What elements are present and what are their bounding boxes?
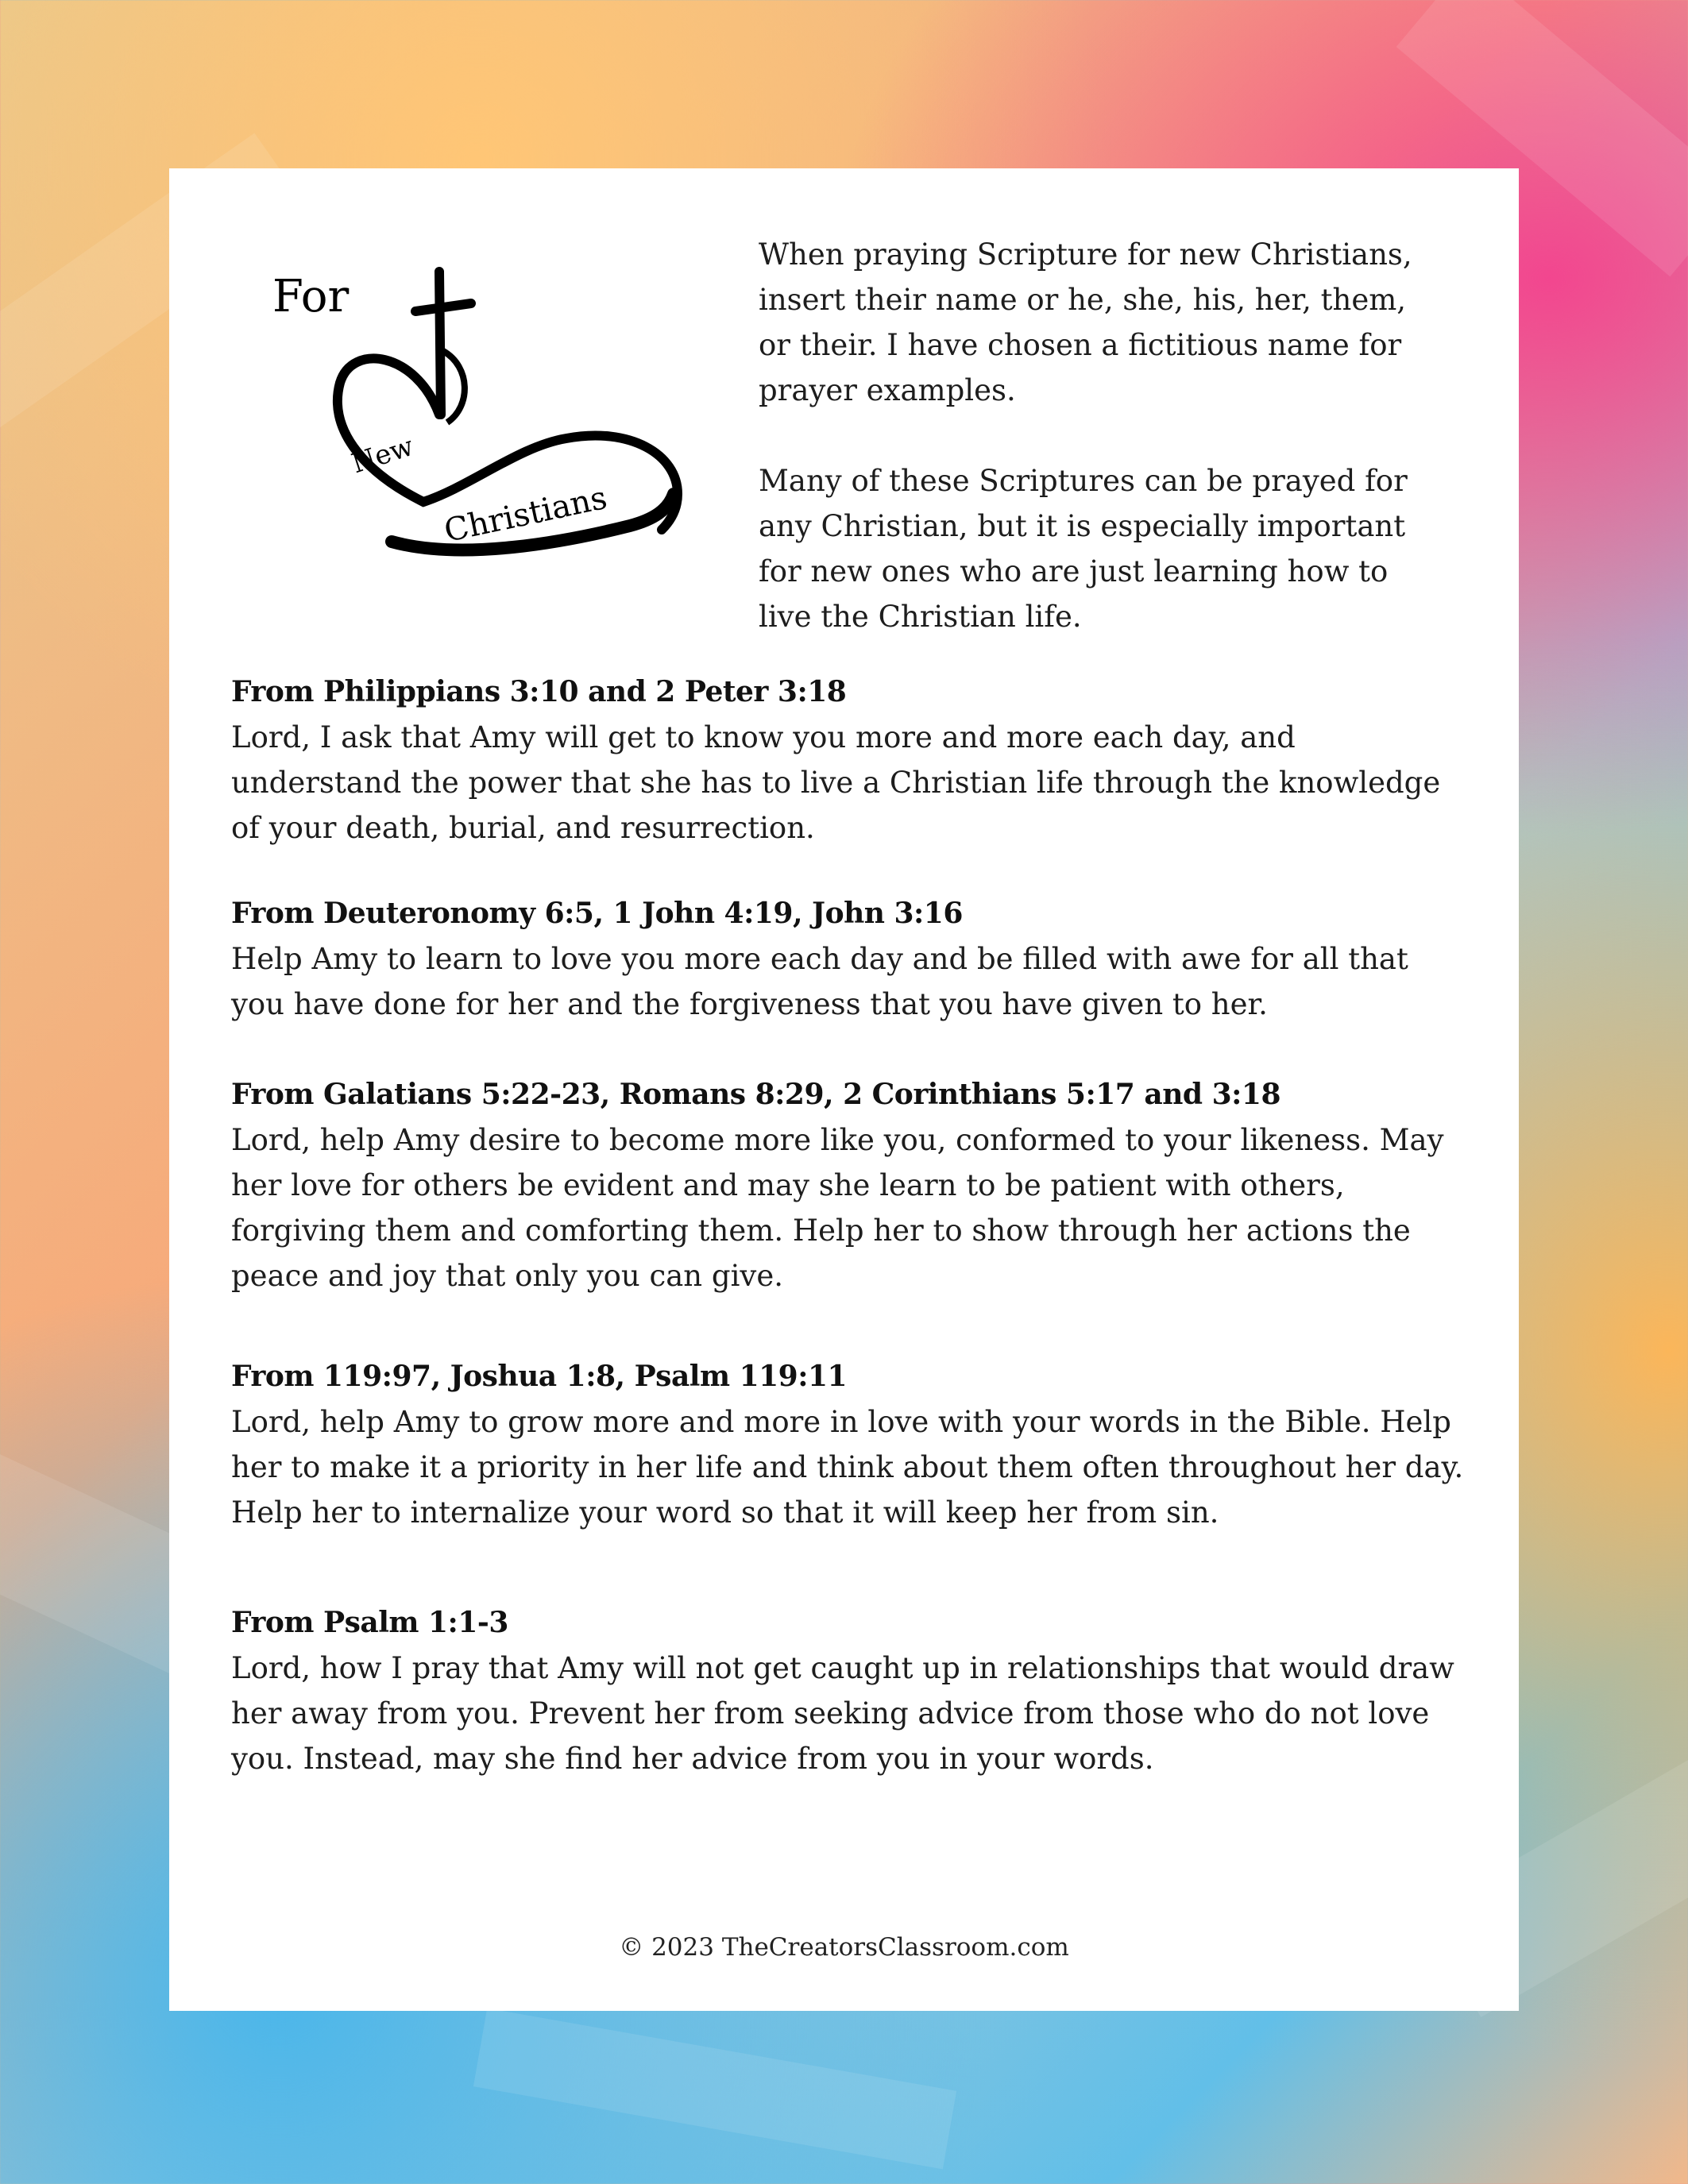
logo-word-new: New (347, 430, 418, 480)
section-body: Lord, help Amy to grow more and more in love with your words in the Bible. Help her to make it a priority in her life and think about them often throughout her day. Help her to internalize your word so that it will keep her from sin. (231, 1405, 1464, 1530)
section-body: Help Amy to learn to love you more each day and be filled with awe for all that you have done for her and the forgiveness that you have given to her. (231, 942, 1408, 1021)
prayer-section (231, 1600, 1470, 1781)
document-page (169, 168, 1519, 2011)
for-new-christians-logo (233, 256, 693, 589)
prayer-section (231, 891, 1470, 1027)
logo-word-for: For (272, 271, 350, 322)
prayer-section (231, 1354, 1470, 1535)
section-heading: From Galatians 5:22-23, Romans 8:29, 2 Corinthians 5:17 and 3:18 (231, 1078, 1281, 1111)
prayer-section (231, 669, 1470, 851)
prayer-section (231, 1072, 1470, 1298)
background-facet (473, 2008, 956, 2170)
section-heading: From 119:97, Joshua 1:8, Psalm 119:11 (231, 1360, 848, 1393)
copyright-footer: © 2023 TheCreatorsClassroom.com (619, 1933, 1069, 1962)
section-body: Lord, I ask that Amy will get to know you more and more each day, and understand the power that she has to live a Christian life through the knowledge of your death, burial, and resurrection. (231, 720, 1441, 845)
section-heading: From Philippians 3:10 and 2 Peter 3:18 (231, 675, 847, 708)
section-body: Lord, help Amy desire to become more like you, conformed to your likeness. May her love for others be evident and may she learn to be patient with others, forgiving them and comforting them. Help her to show through her actions the peace and joy that only you can give. (231, 1123, 1444, 1293)
section-heading: From Deuteronomy 6:5, 1 John 4:19, John 3:16 (231, 897, 963, 930)
section-body: Lord, how I pray that Amy will not get caught up in relationships that would draw her away from you. Prevent her from seeking advice from those who do not love you. Instead, may she find her advice from you in your words. (231, 1651, 1454, 1776)
intro-paragraph: When praying Scripture for new Christians, insert their name or he, she, his, her, them, or their. I have chosen a fictitious name for prayer examples. (759, 237, 1412, 407)
intro-paragraph: Many of these Scriptures can be prayed for any Christian, but it is especially important for new ones who are just learning how to live the Christian life. (759, 464, 1408, 634)
section-heading: From Psalm 1:1-3 (231, 1606, 508, 1639)
intro-text (759, 232, 1442, 685)
logo-word-christians: Christians (441, 479, 611, 550)
